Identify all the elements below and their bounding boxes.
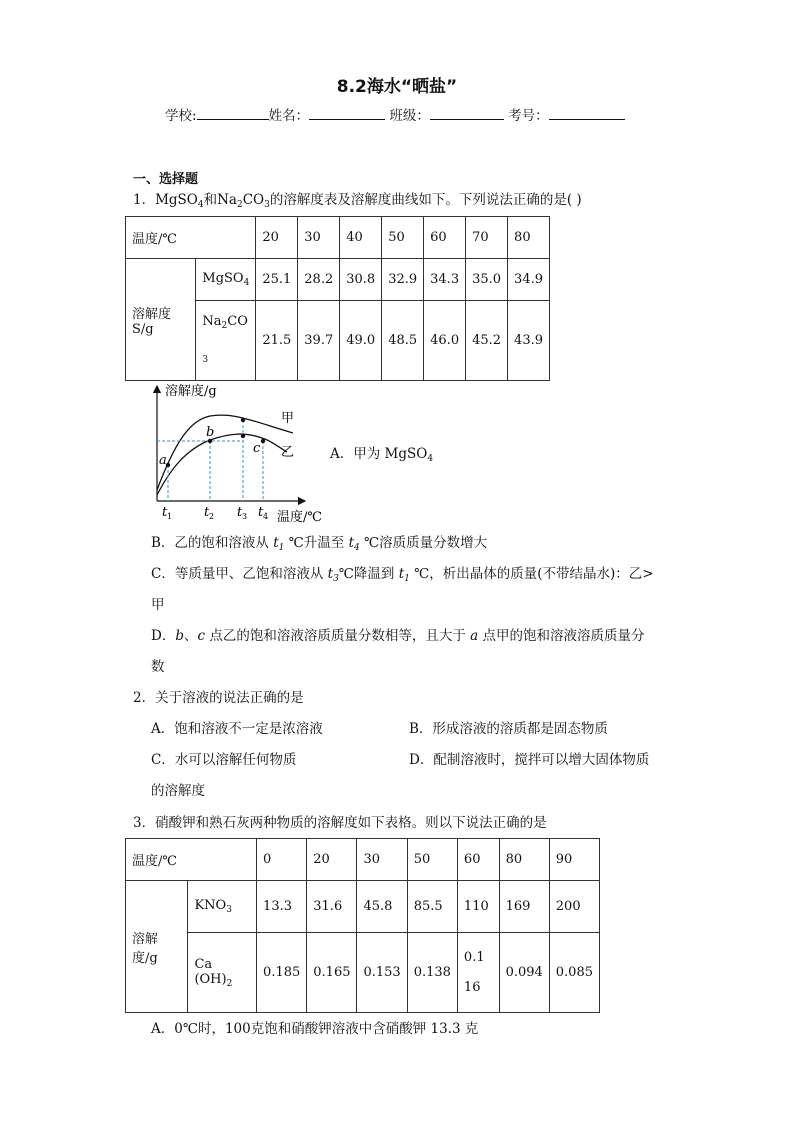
q3-solubility-table [125, 838, 600, 1013]
label-jia: 甲 [281, 411, 295, 426]
label-yi: 乙 [281, 445, 295, 460]
student-info-line [165, 104, 625, 124]
q1-na2co3-label: $Na_2CO$ $_3$ [196, 301, 256, 381]
q3-caoh2-cell: 0.094 [499, 933, 549, 1013]
point-yi-t3 [241, 434, 245, 438]
q3-temp: 80 [499, 839, 549, 881]
point-jia-t3 [241, 418, 245, 422]
q3-caoh2-cell: 0.165 [307, 933, 357, 1013]
q1-row-label: 溶解度 S/g [126, 259, 196, 381]
q1-mgso4-cell: 32.9 [382, 259, 424, 301]
q2-option-c[interactable]: C．水可以溶解任何物质 [151, 752, 297, 768]
q1-na2co3-cell: 39.7 [298, 301, 340, 381]
page-title: 8.2海水“晒盐” [336, 77, 458, 97]
q1-temp: 70 [466, 217, 508, 259]
tick-t4-sub: 4 [263, 512, 269, 521]
formula-na2co3: $Na_2CO_3$ [217, 192, 270, 210]
q1-temp: 80 [508, 217, 550, 259]
name-blank[interactable] [309, 107, 385, 120]
q1-na2co3-cell: 46.0 [424, 301, 466, 381]
q1-mgso4-label: MgSO$_4$ [196, 259, 256, 301]
solubility-curve-figure [145, 380, 335, 525]
class-label: 班级： [389, 108, 430, 124]
q2-option-d-cont: 的溶解度 [151, 783, 205, 799]
q3-temp: 50 [407, 839, 457, 881]
q3-kno3-cell: 85.5 [407, 881, 457, 933]
tick-t1: t [162, 505, 168, 520]
q2-option-b[interactable]: B．形成溶液的溶质都是固态物质 [409, 721, 608, 737]
q1-na2co3-cell: 43.9 [508, 301, 550, 381]
label-b: b [206, 425, 215, 440]
q3-kno3-cell: 45.8 [357, 881, 407, 933]
exam-no-blank[interactable] [549, 107, 625, 120]
q1-option-a[interactable]: A．甲为 MgSO$_4$ [330, 446, 434, 464]
q1-header-label: 温度/℃ [126, 217, 256, 259]
y-axis-label: 溶解度/g [165, 384, 217, 399]
q2-stem: 2．关于溶液的说法正确的是 [133, 690, 304, 706]
q1-mgso4-cell: 30.8 [340, 259, 382, 301]
section-heading: 一、选择题 [133, 172, 199, 187]
formula-mgso4: MgSO$_4$ [155, 192, 204, 210]
q3-kno3-cell: 13.3 [257, 881, 307, 933]
q3-caoh2-cell: 0.185 [257, 933, 307, 1013]
q3-temp: 20 [307, 839, 357, 881]
q3-caoh2-cell: 0.116 [457, 933, 499, 1013]
q3-kno3-label: $KNO_3$ [188, 881, 257, 933]
q3-option-a[interactable]: A．0℃时，100克饱和硝酸钾溶液中含硝酸钾 13.3 克 [151, 1021, 479, 1037]
q1-mgso4-cell: 34.9 [508, 259, 550, 301]
q3-caoh2-label: Ca $(OH)_2$ [188, 933, 257, 1013]
q1-na2co3-cell: 49.0 [340, 301, 382, 381]
tick-t3-sub: 3 [242, 512, 248, 521]
class-blank[interactable] [430, 107, 504, 120]
q1-stem: 1．MgSO$_4$和$Na_2CO_3$的溶解度表及溶解度曲线如下。下列说法正确的是( ) [133, 192, 582, 210]
point-c [261, 439, 265, 443]
tick-t4: t [258, 505, 264, 520]
school-blank[interactable] [197, 107, 269, 120]
q1-option-b[interactable]: B．乙的饱和溶液从 $t_1$ ℃升温至 $t_4$ ℃溶质质量分数增大 [151, 535, 488, 553]
q1-mgso4-cell: 28.2 [298, 259, 340, 301]
q3-stem: 3．硝酸钾和熟石灰两种物质的溶解度如下表格。则以下说法正确的是 [133, 815, 547, 831]
school-label: 学校: [165, 108, 197, 124]
q1-temp: 30 [298, 217, 340, 259]
name-label: 姓名： [268, 108, 310, 124]
q2-option-a[interactable]: A．饱和溶液不一定是浓溶液 [151, 721, 323, 737]
label-c: c [253, 441, 261, 456]
tick-t3: t [237, 505, 243, 520]
q3-temp: 0 [257, 839, 307, 881]
q1-temp: 60 [424, 217, 466, 259]
q3-caoh2-cell: 0.085 [549, 933, 599, 1013]
q1-temp: 50 [382, 217, 424, 259]
q1-mgso4-cell: 35.0 [466, 259, 508, 301]
q1-temp: 40 [340, 217, 382, 259]
q1-temp: 20 [256, 217, 298, 259]
q1-na2co3-cell: 45.2 [466, 301, 508, 381]
q3-caoh2-cell: 0.138 [407, 933, 457, 1013]
q3-row-label: 溶解度/g [126, 881, 188, 1013]
q1-option-d[interactable]: D．b、c 点乙的饱和溶液溶质质量分数相等，且大于 a 点甲的饱和溶液溶质质量分 [151, 628, 645, 644]
curve-jia [157, 415, 293, 490]
q1-na2co3-cell: 48.5 [382, 301, 424, 381]
q1-option-d-cont: 数 [151, 659, 165, 675]
q3-header-label: 温度/℃ [126, 839, 257, 881]
tick-t2-sub: 2 [209, 512, 215, 521]
q3-kno3-cell: 200 [549, 881, 599, 933]
q3-temp: 30 [357, 839, 407, 881]
q3-temp: 60 [457, 839, 499, 881]
exam-no-label: 考号： [508, 108, 549, 124]
q1-mgso4-cell: 34.3 [424, 259, 466, 301]
q3-kno3-cell: 169 [499, 881, 549, 933]
q1-solubility-table [125, 216, 550, 381]
q3-kno3-cell: 110 [457, 881, 499, 933]
x-axis-label: 温度/℃ [277, 510, 322, 525]
q1-na2co3-cell: 21.5 [256, 301, 298, 381]
q2-option-d[interactable]: D．配制溶液时，搅拌可以增大固体物质 [409, 752, 650, 768]
q3-caoh2-cell: 0.153 [357, 933, 407, 1013]
q3-kno3-cell: 31.6 [307, 881, 357, 933]
tick-t1-sub: 1 [167, 512, 173, 521]
label-a: a [159, 453, 167, 468]
q3-temp: 90 [549, 839, 599, 881]
curve-yi [157, 434, 287, 495]
tick-t2: t [204, 505, 210, 520]
q1-option-c-cont: 甲 [151, 597, 165, 613]
q1-option-c[interactable]: C．等质量甲、乙饱和溶液从 $t_3℃$降温到 $t_1$ ℃，析出晶体的质量(不带结晶水)：乙> [151, 566, 654, 584]
q1-mgso4-cell: 25.1 [256, 259, 298, 301]
